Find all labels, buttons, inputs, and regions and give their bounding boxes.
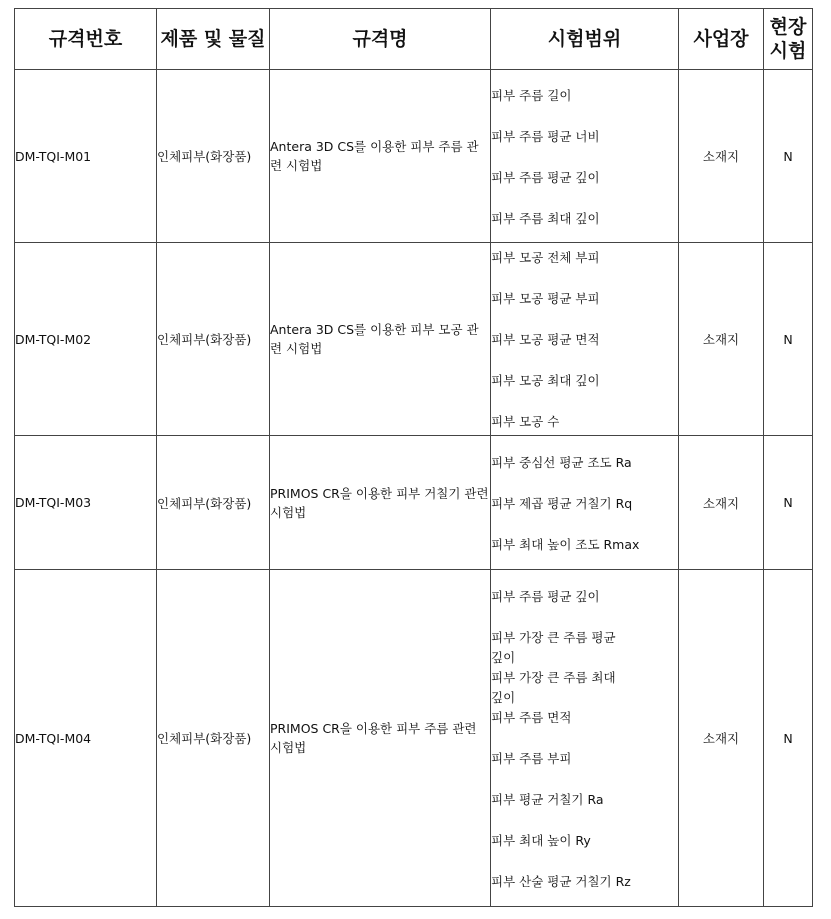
spec-name: Antera 3D CS를 이용한 피부 모공 관련 시험법 <box>270 243 491 436</box>
spec-code: DM-TQI-M03 <box>15 436 157 570</box>
test-range-item: 피부 주름 부피 <box>491 750 572 766</box>
material-cell: 인체피부(화장품) <box>157 570 270 907</box>
table-row <box>15 570 813 907</box>
field-test-cell: N <box>764 243 813 436</box>
test-range-cell <box>491 570 679 907</box>
spec-name: Antera 3D CS를 이용한 피부 주름 관련 시험법 <box>270 70 491 243</box>
test-range-item: 피부 중심선 평균 조도 Ra <box>491 454 632 470</box>
header-site: 사업장 <box>679 9 764 70</box>
test-range-item: 피부 주름 평균 깊이 <box>491 588 600 604</box>
spec-code: DM-TQI-M04 <box>15 570 157 907</box>
test-range-item: 피부 주름 최대 깊이 <box>491 210 600 226</box>
material-cell: 인체피부(화장품) <box>157 436 270 570</box>
test-range-item: 피부 산술 평균 거칠기 Rz <box>491 873 631 889</box>
field-test-cell: N <box>764 436 813 570</box>
test-range-item: 피부 모공 평균 부피 <box>491 291 600 306</box>
test-range-item: 피부 제곱 평균 거칠기 Rq <box>491 495 633 511</box>
spec-name: PRIMOS CR을 이용한 피부 주름 관련 시험법 <box>270 570 491 907</box>
test-range-item: 피부 가장 큰 주름 최대 깊이 <box>491 669 616 705</box>
material-cell: 인체피부(화장품) <box>157 70 270 243</box>
site-cell: 소재지 <box>679 243 764 436</box>
spec-code: DM-TQI-M01 <box>15 70 157 243</box>
test-range-item: 피부 가장 큰 주름 평균 깊이 <box>491 629 616 665</box>
test-range-item: 피부 모공 수 <box>491 414 560 429</box>
header-field: 현장 시험 <box>764 9 813 70</box>
header-range: 시험범위 <box>491 9 679 70</box>
header-code: 규격번호 <box>15 9 157 70</box>
test-range-item: 피부 모공 최대 깊이 <box>491 373 600 388</box>
header-name: 규격명 <box>270 9 491 70</box>
site-cell: 소재지 <box>679 70 764 243</box>
test-range-cell <box>491 70 679 243</box>
material-cell: 인체피부(화장품) <box>157 243 270 436</box>
table-row <box>15 436 813 570</box>
table-row <box>15 243 813 436</box>
test-range-item: 피부 주름 평균 깊이 <box>491 169 600 185</box>
spec-name: PRIMOS CR을 이용한 피부 거칠기 관련 시험법 <box>270 436 491 570</box>
test-range-item: 피부 주름 면적 <box>491 709 572 725</box>
site-cell: 소재지 <box>679 436 764 570</box>
field-test-cell: N <box>764 570 813 907</box>
test-range-cell <box>491 436 679 570</box>
test-range-cell <box>491 243 679 436</box>
test-range-item: 피부 모공 평균 면적 <box>491 332 600 347</box>
spec-code: DM-TQI-M02 <box>15 243 157 436</box>
test-range-item: 피부 최대 높이 Ry <box>491 832 591 848</box>
header-material: 제품 및 물질 <box>157 9 270 70</box>
field-test-cell: N <box>764 70 813 243</box>
test-range-item: 피부 최대 높이 조도 Rmax <box>491 536 640 552</box>
table-row <box>15 70 813 243</box>
test-range-item: 피부 모공 전체 부피 <box>491 250 600 265</box>
test-range-item: 피부 주름 평균 너비 <box>491 128 600 144</box>
test-range-item: 피부 평균 거칠기 Ra <box>491 791 604 807</box>
header-row <box>15 9 813 70</box>
test-range-item: 피부 주름 길이 <box>491 87 572 103</box>
spec-table <box>14 8 813 907</box>
site-cell: 소재지 <box>679 570 764 907</box>
